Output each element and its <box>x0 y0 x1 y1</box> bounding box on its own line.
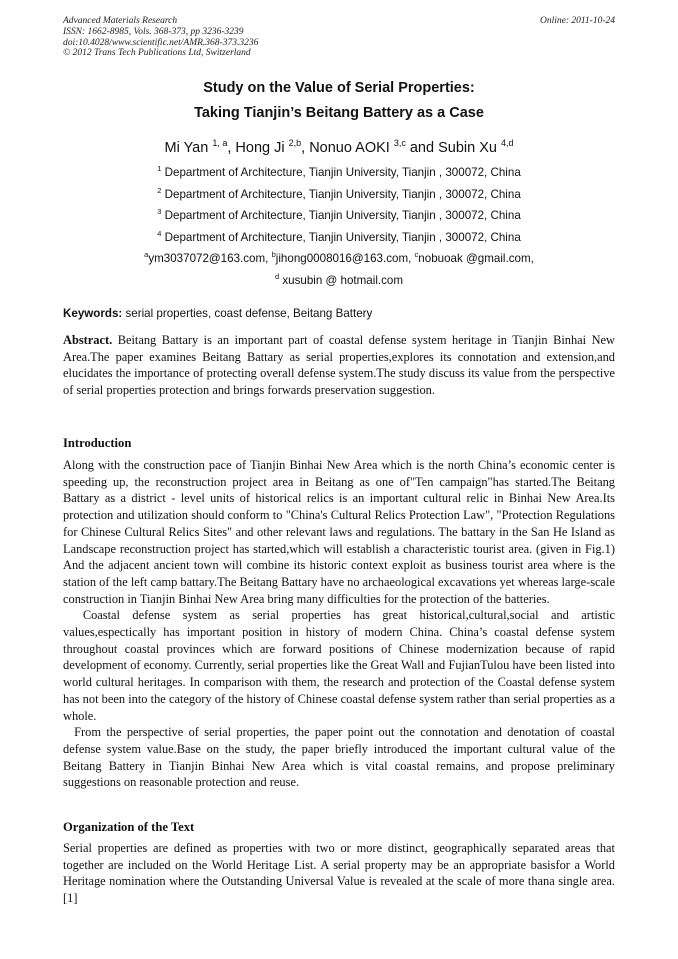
author-affiliation-mark: 2,b <box>288 138 302 148</box>
paragraph: From the perspective of serial properties, the paper point out the connotation and denotation of coastal defense system value.Base on the study, the paper briefly introduced the important cultural value of the Beitang Battery in Tianjin Binhai New Area which is vital coastal remains, and propose preliminary suggestions on reasonable protection and reuse. <box>63 725 615 790</box>
affiliation-text: Department of Architecture, Tianjin University, Tianjin , 300072, China <box>164 188 521 201</box>
organization-body <box>63 840 615 907</box>
author-affiliation-mark: 1, a <box>212 138 228 148</box>
author-list <box>63 138 615 156</box>
section-heading-organization: Organization of the Text <box>63 820 195 834</box>
abstract-text: Beitang Battary is an important part of coastal defense system heritage in Tianjin Binhai New Area.The paper examines Beitang Battary as serial properties,explores its connotation and extension,and elucidates the importance of protecting overall defense system.The study discuss its value from the perspective of serial properties protection and brings forwards preservation suggestion. <box>63 333 615 398</box>
affiliation-4 <box>63 229 615 244</box>
email-mark: c <box>414 250 419 259</box>
affiliation-number: 3 <box>157 207 162 216</box>
paragraph: Serial properties are defined as properties with two or more distinct, geographically separated areas that together are included on the World Heritage List. A serial property may be an appropriate basisfor a World Heritage nomination where the Outstanding Universal Value is revealed at the scale of more thana single area. [1] <box>63 841 615 906</box>
paper-title-line-1: Study on the Value of Serial Properties: <box>203 80 475 96</box>
keywords-text: serial properties, coast defense, Beitang Battery <box>122 307 373 320</box>
author-separator: , <box>227 140 236 156</box>
abstract-label: Abstract. <box>63 333 113 347</box>
copyright-line: © 2012 Trans Tech Publications Ltd, Switzerland <box>63 48 251 59</box>
issn-line: ISSN: 1662-8985, Vols. 368-373, pp 3236-3239 <box>63 26 244 37</box>
affiliation-number: 4 <box>157 229 162 238</box>
email-line-2 <box>63 272 615 287</box>
doi-line: doi:10.4028/www.scientific.net/AMR.368-373.3236 <box>63 37 259 48</box>
author-affiliation-mark: 3,c <box>393 138 406 148</box>
online-date: Online: 2011-10-24 <box>539 16 615 26</box>
keywords-label: Keywords: <box>63 307 123 320</box>
email-c: nobuoak @gmail.com, <box>418 252 534 265</box>
affiliation-3 <box>63 207 615 222</box>
paper-title-line-2: Taking Tianjin’s Beitang Battery as a Case <box>194 105 484 121</box>
email-a: ym3037072@163.com, <box>148 252 272 265</box>
introduction-body <box>63 457 615 791</box>
journal-header <box>63 16 615 59</box>
email-d: xusubin @ hotmail.com <box>282 274 404 287</box>
affiliation-number: 2 <box>157 186 162 195</box>
journal-name: Advanced Materials Research <box>63 16 178 26</box>
author-name: Mi Yan <box>164 140 209 156</box>
keywords <box>63 307 615 320</box>
email-b: jihong0008016@163.com, <box>275 252 415 265</box>
abstract <box>63 332 615 399</box>
paragraph: Along with the construction pace of Tianjin Binhai New Area which is the north China’s economic center is speeding up, the reconstruction project area in Beitang as one of"Ten campaign"has started.The Beitang Battary as a district - level units of historical relics is an important cultural relic in Binhai New Area.Its protection and utilization should conform to "China's Cultural Relics Protection Law", "Protection Regulations for Chinese Cultural Relics Sites" and other relevant laws and regulations. The battary in the San He Island as Landscape reconstruction project has started,which will establish a characteristic tourist area. (given in Fig.1) And the adjacent ancient town will combine its historic context exploit as business tourist area where is the station of the left camp battary.The Beitang Battary have no archaeological excavations yet whereas large-scale construction in Tianjin Binhai New Area bring many difficulties for the protection of the batteries. <box>63 458 615 606</box>
author-name: Subin Xu <box>438 140 497 156</box>
affiliation-number: 1 <box>157 164 162 173</box>
author-affiliation-mark: 4,d <box>500 138 514 148</box>
email-mark: d <box>274 272 280 281</box>
author-separator: , <box>301 140 310 156</box>
email-mark: a <box>144 250 149 259</box>
email-line-1 <box>63 250 615 265</box>
section-heading-introduction: Introduction <box>63 436 132 450</box>
affiliation-text: Department of Architecture, Tianjin University, Tianjin , 300072, China <box>164 231 521 244</box>
affiliation-2 <box>63 186 615 201</box>
paragraph: Coastal defense system as serial properties has great historical,cultural,social and artistic values,espectically has important position in history of modern China. China’s coastal defense system throughout coastal provinces which are forward positions of Chinese modernization because of rapid development of economy. Currently, serial properties like the Great Wall and FujianTulou have been listed into world cultural heritages. In comparison with them, the research and protection of the Coastal defense system has not been into the category of the history of Chinese coastal defense system rather than serial properties as a whole. <box>63 608 615 723</box>
affiliation-text: Department of Architecture, Tianjin University, Tianjin , 300072, China <box>164 166 521 179</box>
email-mark: b <box>271 250 276 259</box>
author-name: Hong Ji <box>235 140 285 156</box>
affiliation-1 <box>63 164 615 179</box>
author-name: Nonuo AOKI <box>309 140 390 156</box>
author-separator: and <box>405 140 439 156</box>
affiliation-text: Department of Architecture, Tianjin University, Tianjin , 300072, China <box>164 209 521 222</box>
